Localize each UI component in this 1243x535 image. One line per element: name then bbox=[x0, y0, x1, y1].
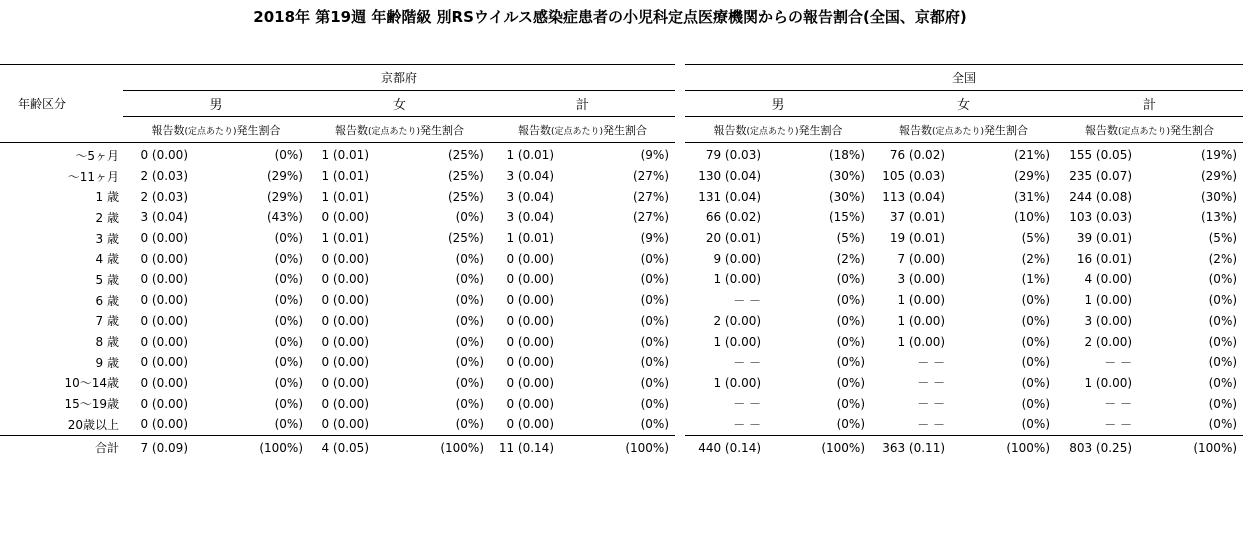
ratio-cell: (2%) bbox=[1208, 251, 1238, 266]
report-count-cell: － － bbox=[733, 355, 762, 370]
ratio-cell: (0%) bbox=[836, 417, 866, 432]
report-count-cell: 37 (0.01) bbox=[889, 210, 946, 225]
col-per-label: (定点あたり) bbox=[932, 126, 985, 137]
report-count-cell: 0 (0.00) bbox=[506, 313, 554, 328]
ratio-cell: (21%) bbox=[1013, 148, 1051, 163]
table-row bbox=[0, 311, 1243, 332]
report-count-cell: 235 (0.07) bbox=[1069, 169, 1133, 184]
report-count-cell: 0 (0.00) bbox=[321, 251, 369, 266]
ratio-cell: (0%) bbox=[455, 313, 484, 328]
report-count-cell: 3 (0.00) bbox=[897, 272, 946, 287]
age-label: 5 歳 bbox=[95, 272, 119, 287]
ratio-cell: (0%) bbox=[836, 396, 866, 411]
ratio-cell: (9%) bbox=[640, 231, 670, 246]
report-count-cell: 0 (0.00) bbox=[140, 396, 188, 411]
report-count-cell: 1 (0.01) bbox=[321, 148, 369, 163]
age-label: 9 歳 bbox=[95, 355, 119, 370]
report-count-cell: 1 (0.00) bbox=[1084, 375, 1133, 390]
ratio-cell: (30%) bbox=[828, 189, 866, 204]
table-row bbox=[0, 331, 1243, 352]
ratio-cell: (25%) bbox=[447, 148, 484, 163]
report-count-cell: － － bbox=[733, 397, 762, 412]
report-count-cell: 4 (0.00) bbox=[1084, 272, 1133, 287]
report-count-cell: 0 (0.00) bbox=[506, 355, 554, 370]
report-count-cell: 19 (0.01) bbox=[889, 231, 946, 246]
report-count-cell: － － bbox=[1104, 417, 1133, 432]
kyoto-male-header: 男 bbox=[123, 91, 309, 117]
report-count-cell: 1 (0.00) bbox=[897, 313, 946, 328]
report-count-cell: 1 (0.00) bbox=[897, 334, 946, 349]
ratio-cell: (0%) bbox=[274, 417, 303, 432]
col-per-label: (定点あたり) bbox=[550, 126, 604, 137]
report-count-cell: 0 (0.00) bbox=[506, 417, 554, 432]
ratio-cell: (0%) bbox=[274, 375, 303, 390]
total-row bbox=[0, 435, 1243, 460]
report-count-cell: 3 (0.04) bbox=[506, 169, 554, 184]
report-count-cell: 0 (0.00) bbox=[140, 375, 188, 390]
ratio-cell: (27%) bbox=[632, 210, 670, 225]
report-count-cell: 0 (0.00) bbox=[321, 210, 369, 225]
table-row bbox=[0, 143, 1243, 166]
report-count-cell: 20 (0.01) bbox=[705, 231, 762, 246]
report-count-cell: 155 (0.05) bbox=[1069, 148, 1133, 163]
report-count-cell: 1 (0.01) bbox=[321, 189, 369, 204]
report-count-cell: 105 (0.03) bbox=[882, 169, 946, 184]
ratio-cell: (100%) bbox=[945, 435, 1056, 460]
report-count-cell: 0 (0.00) bbox=[506, 251, 554, 266]
header-sex-row bbox=[0, 91, 1243, 117]
report-count-cell: 0 (0.00) bbox=[140, 272, 188, 287]
ratio-cell: (0%) bbox=[640, 293, 670, 308]
report-count-cell: 363 (0.11) bbox=[871, 435, 945, 460]
national-total-header: 計 bbox=[1056, 91, 1243, 117]
ratio-cell: (0%) bbox=[274, 334, 303, 349]
age-label: 6 歳 bbox=[95, 293, 119, 308]
age-label: 2 歳 bbox=[95, 210, 119, 225]
ratio-cell: (25%) bbox=[447, 169, 484, 184]
col-per-label: (定点あたり) bbox=[184, 126, 237, 137]
ratio-cell: (0%) bbox=[1208, 375, 1238, 390]
report-count-cell: 0 (0.00) bbox=[321, 375, 369, 390]
ratio-cell: (0%) bbox=[640, 355, 670, 370]
ratio-cell: (100%) bbox=[1132, 435, 1243, 460]
report-count-cell: 3 (0.04) bbox=[506, 189, 554, 204]
kyoto-female-header: 女 bbox=[309, 91, 490, 117]
ratio-cell: (0%) bbox=[836, 334, 866, 349]
ratio-cell: (0%) bbox=[640, 417, 670, 432]
ratio-cell: (18%) bbox=[828, 148, 866, 163]
ratio-cell: (0%) bbox=[640, 375, 670, 390]
report-count-cell: 1 (0.00) bbox=[1084, 293, 1133, 308]
report-count-cell: 7 (0.09) bbox=[123, 435, 188, 460]
report-count-cell: 0 (0.00) bbox=[506, 396, 554, 411]
rsv-age-table bbox=[0, 64, 1243, 460]
report-count-cell: 0 (0.00) bbox=[321, 272, 369, 287]
report-count-cell: 130 (0.04) bbox=[698, 169, 762, 184]
age-label: 4 歳 bbox=[95, 252, 119, 267]
report-count-cell: 0 (0.00) bbox=[140, 148, 188, 163]
table-row bbox=[0, 186, 1243, 207]
table-row bbox=[0, 269, 1243, 290]
ratio-cell: (100%) bbox=[188, 435, 309, 460]
age-label: ～5ヶ月 bbox=[75, 148, 119, 163]
report-count-cell: 0 (0.00) bbox=[321, 293, 369, 308]
sub-header bbox=[309, 117, 490, 143]
report-count-cell: 3 (0.04) bbox=[506, 210, 554, 225]
ratio-cell: (0%) bbox=[274, 272, 303, 287]
report-count-cell: 131 (0.04) bbox=[698, 189, 762, 204]
ratio-cell: (0%) bbox=[1208, 396, 1238, 411]
report-count-cell: － － bbox=[733, 417, 762, 432]
ratio-cell: (15%) bbox=[828, 210, 866, 225]
ratio-cell: (9%) bbox=[640, 148, 670, 163]
ratio-cell: (0%) bbox=[274, 293, 303, 308]
report-count-cell: 3 (0.00) bbox=[1084, 313, 1133, 328]
ratio-cell: (0%) bbox=[274, 148, 303, 163]
ratio-cell: (30%) bbox=[828, 169, 866, 184]
report-count-cell: － － bbox=[917, 376, 946, 391]
ratio-cell: (0%) bbox=[274, 251, 303, 266]
table-row bbox=[0, 207, 1243, 228]
ratio-cell: (0%) bbox=[455, 251, 484, 266]
age-label: 7 歳 bbox=[95, 314, 119, 329]
age-label: 20歳以上 bbox=[67, 417, 119, 432]
table-row bbox=[0, 166, 1243, 187]
region-kyoto-header: 京都府 bbox=[123, 65, 675, 91]
ratio-cell: (0%) bbox=[455, 375, 484, 390]
ratio-cell: (100%) bbox=[554, 435, 675, 460]
age-label: 3 歳 bbox=[95, 231, 119, 246]
ratio-cell: (0%) bbox=[836, 272, 866, 287]
report-count-cell: 2 (0.00) bbox=[713, 313, 762, 328]
ratio-cell: (5%) bbox=[1208, 231, 1238, 246]
ratio-cell: (0%) bbox=[640, 313, 670, 328]
ratio-cell: (0%) bbox=[1208, 313, 1238, 328]
col-ratio-label: 発生割合 bbox=[798, 123, 843, 137]
ratio-cell: (0%) bbox=[1021, 334, 1051, 349]
report-count-cell: 3 (0.04) bbox=[140, 210, 188, 225]
ratio-cell: (19%) bbox=[1200, 148, 1238, 163]
header-sub-row bbox=[0, 117, 1243, 143]
col-report-label: 報告数 bbox=[151, 123, 185, 137]
ratio-cell: (0%) bbox=[1021, 313, 1051, 328]
ratio-cell: (2%) bbox=[836, 251, 866, 266]
ratio-cell: (29%) bbox=[1013, 169, 1051, 184]
report-count-cell: 0 (0.00) bbox=[321, 313, 369, 328]
ratio-cell: (0%) bbox=[640, 272, 670, 287]
col-ratio-label: 発生割合 bbox=[420, 123, 465, 137]
col-report-label: 報告数 bbox=[713, 123, 747, 137]
ratio-cell: (0%) bbox=[274, 231, 303, 246]
age-label: 1 歳 bbox=[95, 190, 119, 205]
report-count-cell: 0 (0.00) bbox=[321, 417, 369, 432]
ratio-cell: (29%) bbox=[1200, 169, 1238, 184]
col-ratio-label: 発生割合 bbox=[984, 123, 1029, 137]
header-region-row bbox=[0, 65, 1243, 91]
ratio-cell: (29%) bbox=[266, 189, 303, 204]
ratio-cell: (0%) bbox=[274, 396, 303, 411]
age-label: 8 歳 bbox=[95, 335, 119, 350]
ratio-cell: (100%) bbox=[761, 435, 871, 460]
table-row bbox=[0, 248, 1243, 269]
report-count-cell: 79 (0.03) bbox=[705, 148, 762, 163]
ratio-cell: (0%) bbox=[1208, 293, 1238, 308]
sub-header bbox=[1056, 117, 1243, 143]
sub-header bbox=[490, 117, 675, 143]
ratio-cell: (27%) bbox=[632, 169, 670, 184]
col-per-label: (定点あたり) bbox=[746, 126, 799, 137]
ratio-cell: (0%) bbox=[836, 355, 866, 370]
ratio-cell: (27%) bbox=[632, 189, 670, 204]
report-count-cell: 9 (0.00) bbox=[713, 251, 762, 266]
kyoto-total-header: 計 bbox=[490, 91, 675, 117]
report-count-cell: 7 (0.00) bbox=[897, 251, 946, 266]
report-count-cell: 2 (0.03) bbox=[140, 189, 188, 204]
report-count-cell: 2 (0.00) bbox=[1084, 334, 1133, 349]
col-ratio-label: 発生割合 bbox=[236, 123, 281, 137]
report-count-cell: 16 (0.01) bbox=[1076, 251, 1133, 266]
ratio-cell: (0%) bbox=[640, 334, 670, 349]
report-count-cell: 2 (0.03) bbox=[140, 169, 188, 184]
report-count-cell: 0 (0.00) bbox=[506, 334, 554, 349]
report-count-cell: 440 (0.14) bbox=[685, 435, 761, 460]
table-row bbox=[0, 373, 1243, 394]
ratio-cell: (0%) bbox=[455, 210, 484, 225]
report-count-cell: 76 (0.02) bbox=[889, 148, 946, 163]
ratio-cell: (25%) bbox=[447, 189, 484, 204]
ratio-cell: (0%) bbox=[1208, 417, 1238, 432]
age-label: 10～14歳 bbox=[64, 376, 119, 391]
report-count-cell: － － bbox=[1104, 355, 1133, 370]
ratio-cell: (0%) bbox=[455, 293, 484, 308]
report-count-cell: 0 (0.00) bbox=[506, 375, 554, 390]
ratio-cell: (0%) bbox=[455, 396, 484, 411]
col-ratio-label: 発生割合 bbox=[1170, 123, 1215, 137]
ratio-cell: (30%) bbox=[1200, 189, 1238, 204]
ratio-cell: (13%) bbox=[1200, 210, 1238, 225]
sub-header bbox=[685, 117, 871, 143]
age-label: ～11ヶ月 bbox=[67, 169, 119, 184]
ratio-cell: (5%) bbox=[1021, 231, 1051, 246]
table-row bbox=[0, 290, 1243, 311]
report-count-cell: 0 (0.00) bbox=[140, 231, 188, 246]
report-count-cell: 1 (0.01) bbox=[506, 148, 554, 163]
table-row bbox=[0, 393, 1243, 414]
report-count-cell: 0 (0.00) bbox=[140, 313, 188, 328]
sub-header bbox=[871, 117, 1056, 143]
report-count-cell: 1 (0.00) bbox=[713, 334, 762, 349]
report-count-cell: 1 (0.00) bbox=[713, 375, 762, 390]
report-count-cell: 0 (0.00) bbox=[321, 334, 369, 349]
ratio-cell: (0%) bbox=[1208, 334, 1238, 349]
report-count-cell: 0 (0.00) bbox=[506, 272, 554, 287]
report-count-cell: 66 (0.02) bbox=[705, 210, 762, 225]
report-count-cell: 1 (0.01) bbox=[321, 231, 369, 246]
report-count-cell: 0 (0.00) bbox=[140, 355, 188, 370]
report-count-cell: 0 (0.00) bbox=[321, 355, 369, 370]
age-label: 15～19歳 bbox=[64, 397, 119, 412]
table-row bbox=[0, 352, 1243, 373]
ratio-cell: (31%) bbox=[1013, 189, 1051, 204]
report-count-cell: 244 (0.08) bbox=[1069, 189, 1133, 204]
report-count-cell: － － bbox=[733, 293, 762, 308]
table-row bbox=[0, 228, 1243, 249]
ratio-cell: (0%) bbox=[1021, 375, 1051, 390]
col-report-label: 報告数 bbox=[899, 123, 932, 137]
table-row bbox=[0, 414, 1243, 435]
report-count-cell: 113 (0.04) bbox=[882, 189, 946, 204]
ratio-cell: (0%) bbox=[836, 313, 866, 328]
ratio-cell: (1%) bbox=[1021, 272, 1051, 287]
report-count-cell: － － bbox=[917, 417, 946, 432]
report-count-cell: 39 (0.01) bbox=[1076, 231, 1133, 246]
age-label: 合計 bbox=[0, 435, 123, 460]
ratio-cell: (5%) bbox=[836, 231, 866, 246]
ratio-cell: (0%) bbox=[455, 355, 484, 370]
report-count-cell: 0 (0.00) bbox=[140, 293, 188, 308]
report-count-cell: 11 (0.14) bbox=[490, 435, 554, 460]
ratio-cell: (100%) bbox=[369, 435, 490, 460]
ratio-cell: (0%) bbox=[455, 334, 484, 349]
col-per-label: (定点あたり) bbox=[367, 126, 421, 137]
page-title: 2018年 第19週 年齢階級 別RSウイルス感染症患者の小児科定点医療機関からの報告割合(全国、京都府) bbox=[253, 8, 967, 26]
report-count-cell: 103 (0.03) bbox=[1069, 210, 1133, 225]
ratio-cell: (0%) bbox=[836, 375, 866, 390]
ratio-cell: (0%) bbox=[836, 293, 866, 308]
ratio-cell: (0%) bbox=[274, 313, 303, 328]
col-report-label: 報告数 bbox=[517, 123, 551, 137]
ratio-cell: (0%) bbox=[455, 417, 484, 432]
ratio-cell: (0%) bbox=[1208, 355, 1238, 370]
report-count-cell: 1 (0.00) bbox=[897, 293, 946, 308]
ratio-cell: (0%) bbox=[640, 396, 670, 411]
report-count-cell: － － bbox=[917, 397, 946, 412]
ratio-cell: (0%) bbox=[1021, 355, 1051, 370]
ratio-cell: (0%) bbox=[455, 272, 484, 287]
ratio-cell: (0%) bbox=[274, 355, 303, 370]
national-male-header: 男 bbox=[685, 91, 871, 117]
col-per-label: (定点あたり) bbox=[1118, 126, 1171, 137]
region-national-header: 全国 bbox=[685, 65, 1243, 91]
report-count-cell: 803 (0.25) bbox=[1056, 435, 1132, 460]
ratio-cell: (10%) bbox=[1013, 210, 1051, 225]
age-group-header: 年齢区分 bbox=[0, 65, 123, 143]
col-report-label: 報告数 bbox=[334, 123, 368, 137]
report-count-cell: 0 (0.00) bbox=[140, 334, 188, 349]
report-count-cell: － － bbox=[917, 355, 946, 370]
ratio-cell: (43%) bbox=[266, 210, 303, 225]
report-count-cell: 1 (0.01) bbox=[321, 169, 369, 184]
ratio-cell: (0%) bbox=[1021, 417, 1051, 432]
ratio-cell: (0%) bbox=[1021, 293, 1051, 308]
report-count-cell: 0 (0.00) bbox=[506, 293, 554, 308]
col-ratio-label: 発生割合 bbox=[603, 123, 648, 137]
col-report-label: 報告数 bbox=[1085, 123, 1118, 137]
report-count-cell: 1 (0.00) bbox=[713, 272, 762, 287]
ratio-cell: (2%) bbox=[1021, 251, 1051, 266]
ratio-cell: (25%) bbox=[447, 231, 484, 246]
report-count-cell: 0 (0.00) bbox=[140, 251, 188, 266]
report-count-cell: － － bbox=[1104, 397, 1133, 412]
report-count-cell: 0 (0.00) bbox=[140, 417, 188, 432]
report-count-cell: 0 (0.00) bbox=[321, 396, 369, 411]
report-count-cell: 4 (0.05) bbox=[309, 435, 369, 460]
national-female-header: 女 bbox=[871, 91, 1056, 117]
ratio-cell: (0%) bbox=[1208, 272, 1238, 287]
ratio-cell: (0%) bbox=[1021, 396, 1051, 411]
report-count-cell: 1 (0.01) bbox=[506, 231, 554, 246]
sub-header bbox=[123, 117, 309, 143]
ratio-cell: (29%) bbox=[266, 169, 303, 184]
ratio-cell: (0%) bbox=[640, 251, 670, 266]
